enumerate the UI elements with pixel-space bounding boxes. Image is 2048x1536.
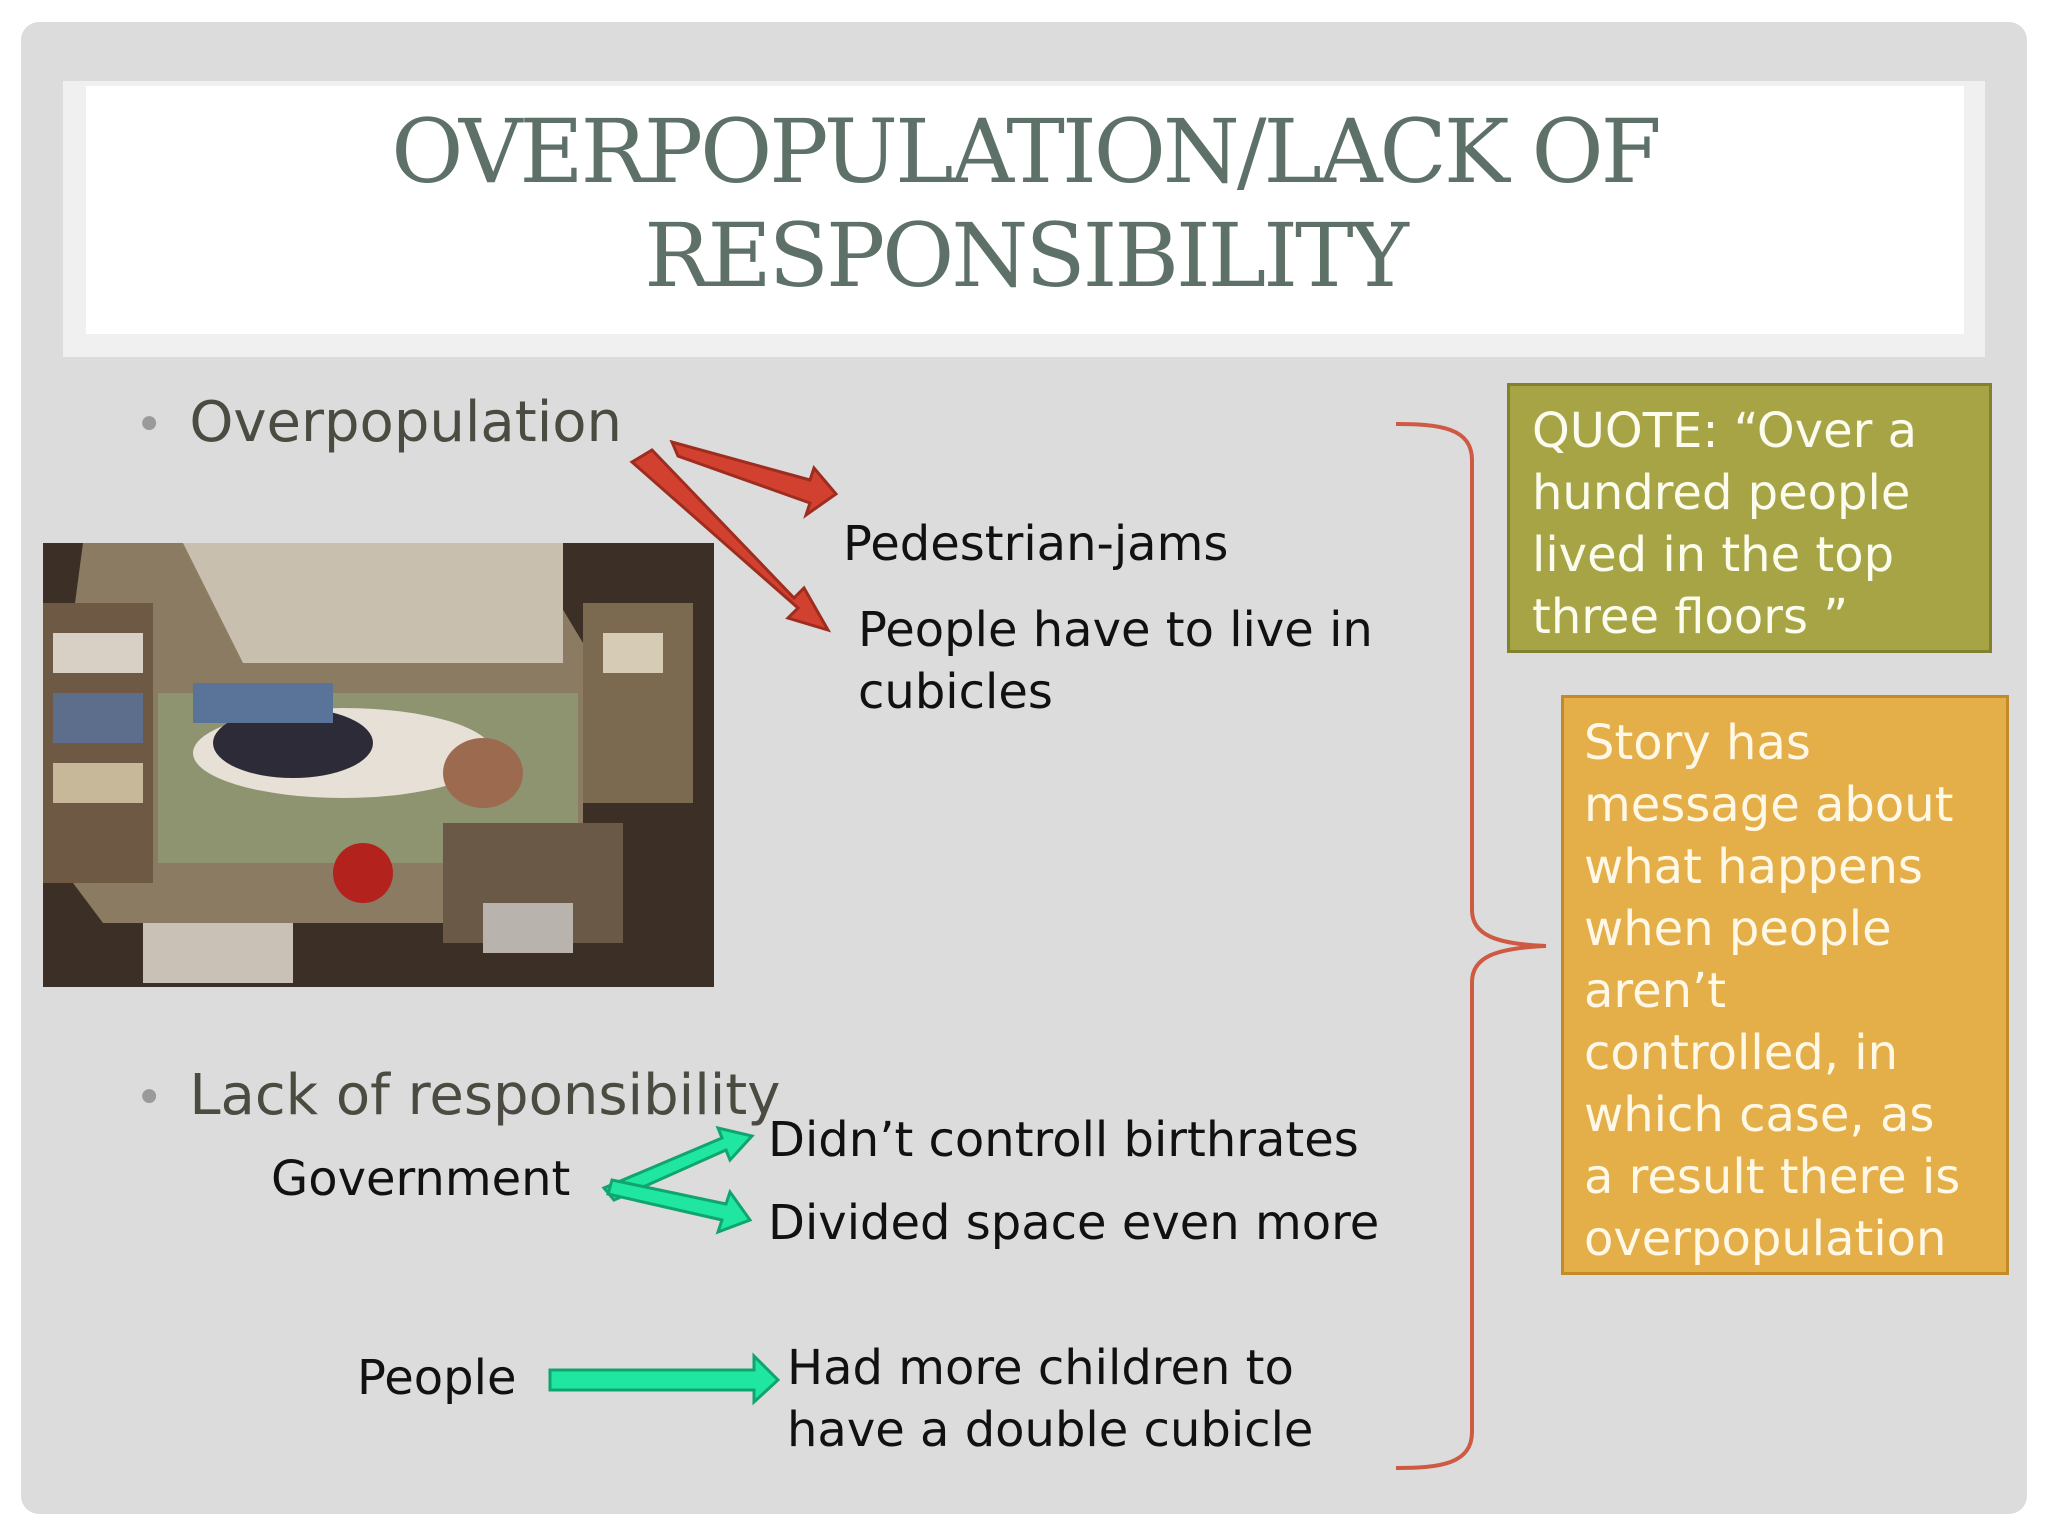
story-line-1: Story has [1584, 715, 1811, 771]
story-line-6: controlled, in [1584, 1025, 1898, 1081]
green-arrow-people-icon [550, 1356, 778, 1402]
story-line-2: message about [1584, 777, 1954, 833]
quote-line-4: three floors ” [1532, 589, 1849, 645]
story-line-7: which case, as [1584, 1087, 1935, 1143]
government-point-birthrates: Didn’t controll birthrates [768, 1112, 1359, 1168]
curly-bracket-icon [1396, 424, 1546, 1468]
story-line-8: a result there is [1584, 1149, 1961, 1205]
people-label: People [357, 1350, 517, 1406]
bullet-dot-icon: • [135, 397, 164, 453]
people-point-line-2: have a double cubicle [787, 1402, 1314, 1458]
title-line-2: RESPONSIBILITY [644, 204, 1406, 307]
bullet-dot-icon: • [135, 1070, 164, 1126]
story-line-3: what happens [1584, 839, 1923, 895]
pedestrian-jams-text: Pedestrian-jams [843, 516, 1229, 572]
title-line-1: OVERPOPULATION/LACK OF [391, 100, 1659, 203]
story-line-4: when people [1584, 901, 1892, 957]
government-point-divided-space: Divided space even more [768, 1195, 1380, 1251]
bullet-label: Lack of responsibility [189, 1063, 781, 1128]
cubicles-line-2: cubicles [858, 664, 1053, 720]
quote-line-2: hundred people [1532, 465, 1911, 521]
story-line-9: overpopulation [1584, 1211, 1947, 1267]
quote-line-3: lived in the top [1532, 527, 1895, 583]
green-arrow-divided-space-icon [608, 1180, 750, 1232]
government-label: Government [271, 1151, 571, 1207]
story-line-5: aren’t [1584, 963, 1727, 1019]
people-point-line-1: Had more children to [787, 1340, 1294, 1396]
bullet-label: Overpopulation [189, 390, 622, 455]
cubicles-line-1: People have to live in [858, 602, 1373, 658]
quote-line-1: QUOTE: “Over a [1532, 403, 1918, 459]
